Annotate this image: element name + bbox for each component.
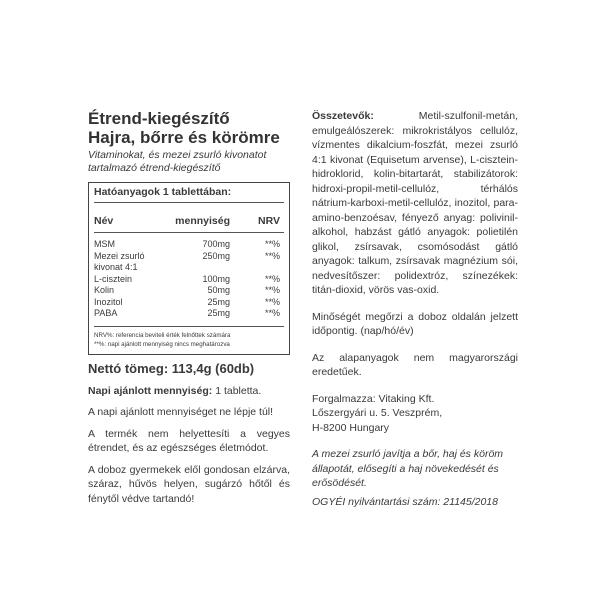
note-not-defined: **%: napi ajánlott mennyiség nincs meghatározva xyxy=(94,340,230,348)
row-amount: 50mg xyxy=(207,285,230,295)
row-amount: 25mg xyxy=(207,296,230,307)
daily-dose-value: 1 tabletta. xyxy=(212,384,262,397)
row-nrv: **% xyxy=(264,308,280,318)
table-title: Hatóanyagok 1 tablettában: xyxy=(94,186,284,203)
title-line-2: Hajra, bőrre és körömre xyxy=(88,128,280,147)
health-claim: A mezei zsurló javítja a bőr, haj és köröm állapotát, elősegíti a haj növekedését és erősödését. xyxy=(312,448,504,489)
distributor xyxy=(312,392,518,436)
row-amount: 700mg xyxy=(202,239,230,249)
distributor-street: Lőszergyári u. 5. Veszprém, xyxy=(312,407,443,419)
row-name: Mezei zsurló kivonat 4:1 xyxy=(94,250,145,272)
row-amount: 250mg xyxy=(202,250,230,261)
right-column xyxy=(312,100,518,521)
row-name: PABA xyxy=(94,308,118,318)
distributor-postcode: H-8200 Hungary xyxy=(312,421,390,434)
row-name: MSM xyxy=(94,239,115,249)
best-before: Minőségét megőrzi a doboz oldalán jelzett időpontig. (nap/hó/év) xyxy=(312,310,518,337)
registration-number: OGYÉI nyilvántartási szám: 21145/2018 xyxy=(312,495,498,508)
product-subtitle: Vitaminokat, és mezei zsurló kivonatot tartalmazó étrend-kiegészítő xyxy=(88,149,267,174)
origin-note: Az alapanyagok nem magyarországi eredetűek. xyxy=(312,351,518,378)
ingredients-label: Összetevők: xyxy=(312,110,374,122)
row-amount: 25mg xyxy=(207,308,230,318)
table-row xyxy=(94,274,284,286)
table-body xyxy=(94,233,284,327)
title-line-1: Étrend-kiegészítő xyxy=(88,109,230,128)
ingredients-text: Metil-szulfonil-metán, emulgeálószerek: mikrokristályos cellulóz, vízmentes dikalcium-foszfát, mezei zsurló 4:1 kivonat (Equisetum arvense), L-cisztein-hidroklorid, kolin-bitartarát, stabilizátorok: hidroxi-propil-metil-cellulóz, térhálós nátrium-karboxi-metil-cellulóz, inozitol, para-amino-benzoésav, fényező anyag: polivinil-alkohol, habzást gátló anyagok: polietilén glikol, zsírsavak, csomósodást gátló anyagok: talkum, zsírsavak magnézium sói, nedvesítőszer: polidextróz, színezékek: titán-dioxid, vörös vas-oxid. xyxy=(312,110,518,296)
row-nrv: **% xyxy=(264,296,280,307)
distributor-name: Forgalmazza: Vitaking Kft. xyxy=(312,392,435,405)
row-nrv: **% xyxy=(264,285,280,295)
header-nrv: NRV xyxy=(258,215,280,227)
table-row xyxy=(94,297,284,309)
table-row xyxy=(94,308,284,320)
table-header xyxy=(94,215,284,233)
row-amount: 100mg xyxy=(202,273,230,284)
diet-note: A termék nem helyettesíti a vegyes étrendet, és az egészséges életmódot. xyxy=(88,427,290,454)
storage-instructions: A doboz gyermekek elől gondosan elzárva, száraz, hűvös helyen, sugárzó hőtől és fénytől védve tartandó! xyxy=(88,463,290,505)
row-nrv: **% xyxy=(264,250,280,261)
daily-dose xyxy=(88,384,290,399)
header-amount: mennyiség xyxy=(175,215,230,227)
ingredients xyxy=(312,109,518,298)
row-nrv: **% xyxy=(264,239,280,249)
net-weight: Nettó tömeg: 113,4g (60db) xyxy=(88,360,255,376)
table-row xyxy=(94,239,284,251)
table-row xyxy=(94,285,284,297)
daily-dose-label: Napi ajánlott mennyiség: xyxy=(88,384,213,397)
row-name: Inozitol xyxy=(94,296,123,307)
product-title xyxy=(88,109,290,147)
left-column xyxy=(88,100,290,506)
row-name: L-cisztein xyxy=(94,273,133,284)
row-nrv: **% xyxy=(264,273,280,284)
dose-warning: A napi ajánlott mennyiséget ne lépje túl! xyxy=(88,406,274,418)
table-row xyxy=(94,251,284,274)
header-name: Név xyxy=(94,215,114,227)
note-nrv: NRV%: referencia beviteli érték felnőttek számára xyxy=(94,331,231,339)
row-name: Kolin xyxy=(94,285,115,295)
active-ingredients-table xyxy=(88,182,290,355)
table-notes xyxy=(94,327,284,349)
